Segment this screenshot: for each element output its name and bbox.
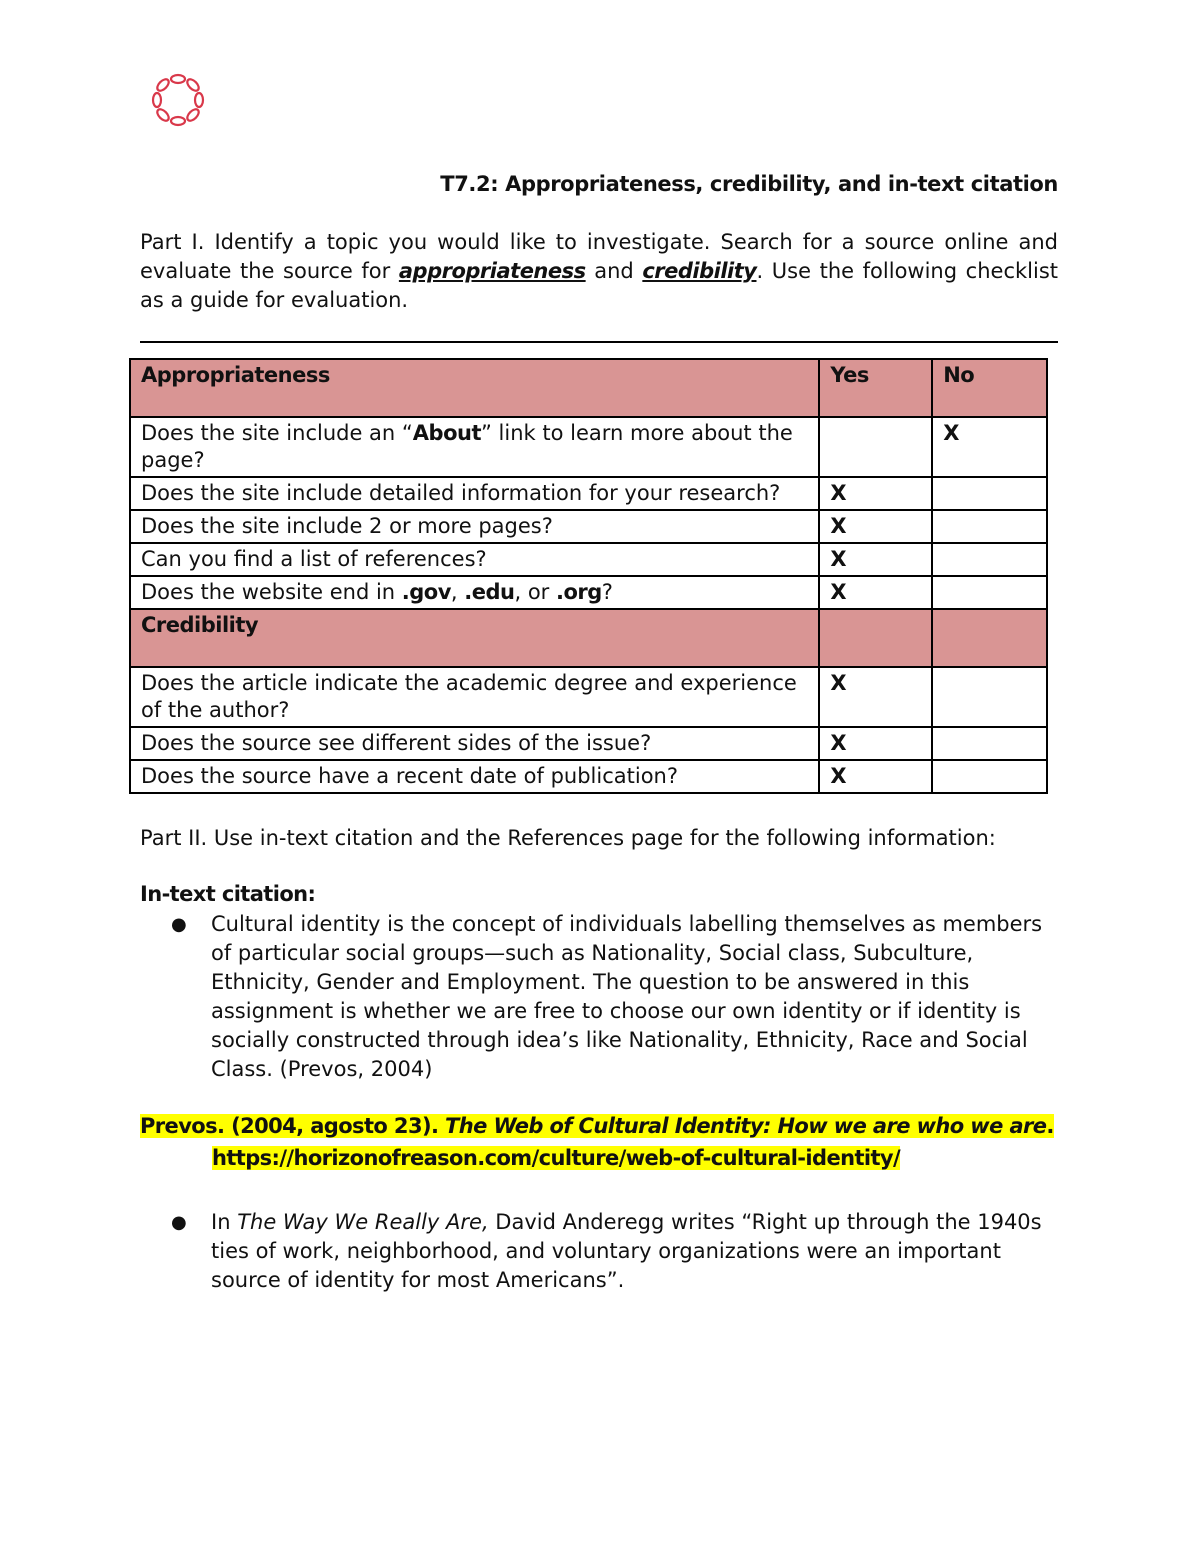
- part2-instructions: Part II. Use in-text citation and the References page for the following information:: [140, 826, 996, 850]
- table-row: Can you find a list of references? X: [130, 543, 1047, 576]
- horizontal-rule: [140, 341, 1058, 343]
- yes-cell: X: [819, 477, 932, 510]
- column-no: No: [932, 359, 1047, 417]
- no-cell: [932, 477, 1047, 510]
- bullet-icon: ●: [171, 1212, 187, 1233]
- yes-cell: X: [819, 760, 932, 793]
- flower-ring-logo-icon: [148, 70, 208, 130]
- yes-cell: X: [819, 510, 932, 543]
- no-cell: [932, 510, 1047, 543]
- yes-cell: [819, 417, 932, 477]
- term-credibility: credibility: [642, 259, 757, 283]
- no-cell: X: [932, 417, 1047, 477]
- evaluation-checklist-table: [129, 358, 1048, 794]
- reference-entry: Prevos. (2004, agosto 23). The Web of Cultural Identity: How we are who we are. https://horizonofreason.com/culture/web-of-cultural-identity/: [140, 1114, 1054, 1170]
- no-cell: [932, 760, 1047, 793]
- in-text-citation-heading: In-text citation:: [140, 882, 316, 906]
- section-header-row: [130, 609, 1047, 667]
- table-row: Does the website end in .gov, .edu, or .org? X: [130, 576, 1047, 609]
- table-row: Does the source have a recent date of publication? X: [130, 760, 1047, 793]
- table-row: Does the site include detailed information for your research? X: [130, 477, 1047, 510]
- list-item: ● In The Way We Really Are, David Anderegg writes “Right up through the 1940s ties of work, neighborhood, and voluntary organizations were an important source of identity for most Americans”.: [171, 1210, 1042, 1292]
- yes-cell: X: [819, 727, 932, 760]
- page-title: T7.2: Appropriateness, credibility, and in-text citation: [440, 172, 1058, 196]
- section-header-appropriateness: Appropriateness: [130, 359, 819, 417]
- part1-instructions: Part I. Identify a topic you would like to investigate. Search for a source online and evaluate the source for appropriateness and credibility. Use the following checklist as a guide for evaluation.: [140, 230, 1058, 312]
- term-appropriateness: appropriateness: [398, 259, 586, 283]
- table-row: Does the site include an “About” link to learn more about the page? X: [130, 417, 1047, 477]
- table-header-row: [130, 359, 1047, 417]
- reference-url: https://horizonofreason.com/culture/web-of-cultural-identity/: [212, 1146, 901, 1170]
- table-row: Does the source see different sides of the issue? X: [130, 727, 1047, 760]
- table-row: Does the article indicate the academic degree and experience of the author? X: [130, 667, 1047, 727]
- no-cell: [932, 576, 1047, 609]
- yes-cell: X: [819, 576, 932, 609]
- no-cell: [932, 543, 1047, 576]
- column-yes: Yes: [819, 359, 932, 417]
- no-cell: [932, 727, 1047, 760]
- table-row: Does the site include 2 or more pages? X: [130, 510, 1047, 543]
- yes-cell: X: [819, 543, 932, 576]
- section-header-credibility: Credibility: [130, 609, 819, 667]
- yes-cell: X: [819, 667, 932, 727]
- bullet-icon: ●: [171, 914, 187, 935]
- list-item: ● Cultural identity is the concept of individuals labelling themselves as members of particular social groups—such as Nationality, Social class, Subculture, Ethnicity, Gender and Employment. The question to be answered in this assignment is whether we are free to choose our own identity or if identity is socially constructed through idea’s like Nationality, Ethnicity, Race and Social Class. (Prevos, 2004): [171, 912, 1043, 1081]
- no-cell: [932, 667, 1047, 727]
